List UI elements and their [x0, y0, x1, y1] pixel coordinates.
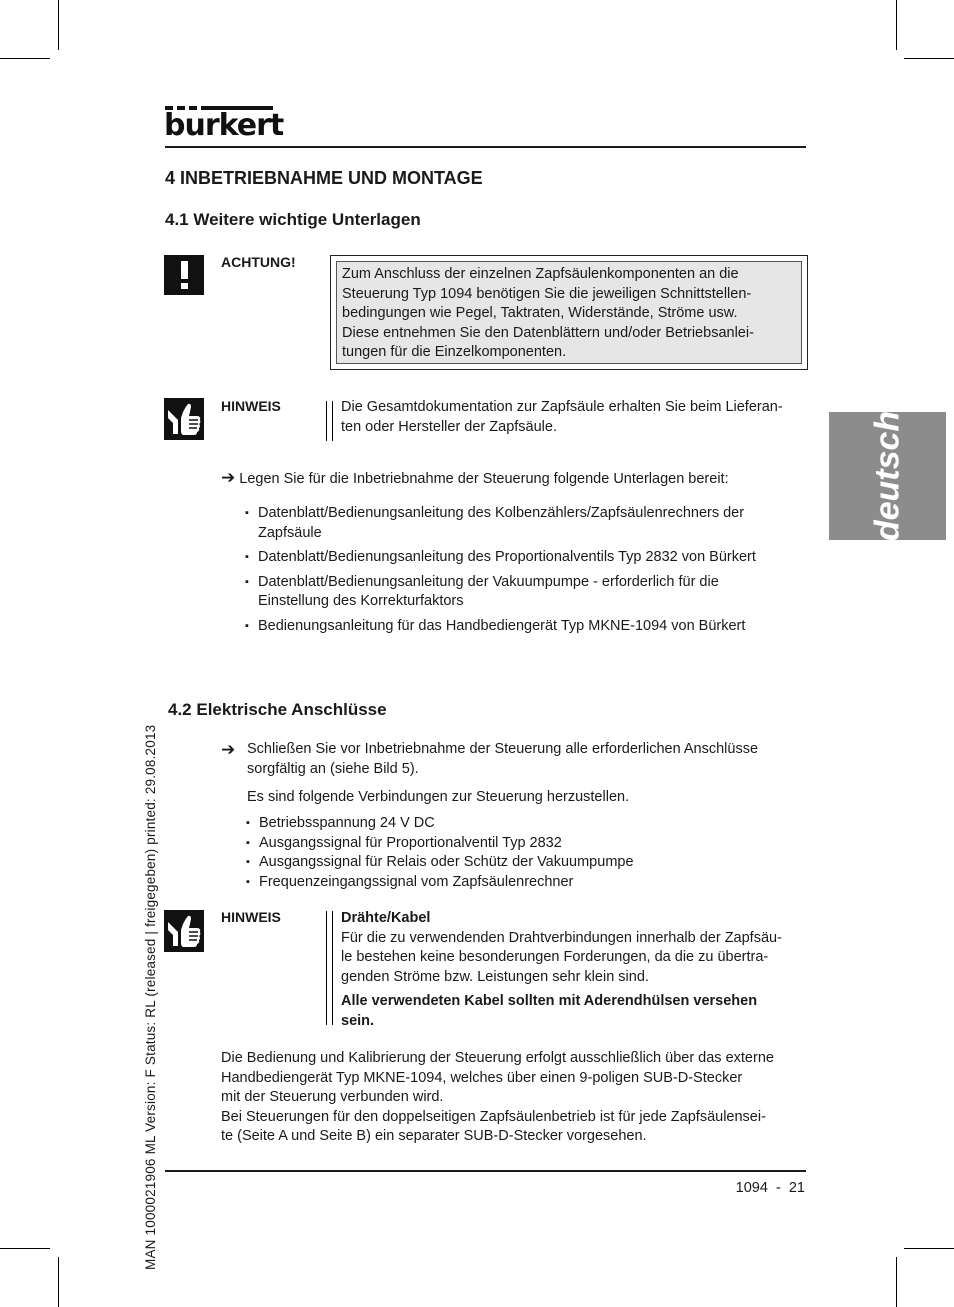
hinweis-line: ten oder Hersteller der Zapfsäule. — [341, 418, 557, 435]
list-item: ▪ Betriebsspannung 24 V DC — [246, 814, 806, 834]
crop-mark — [896, 1257, 897, 1307]
list-item-line: Einstellung des Korrekturfaktors — [258, 593, 464, 609]
crop-mark — [0, 58, 50, 59]
footer-rule — [165, 1170, 806, 1172]
list-item-line: Zapfsäule — [258, 524, 322, 541]
hinweis-text — [341, 398, 811, 437]
hinweis-label: HINWEIS — [221, 909, 281, 925]
list-item — [245, 548, 805, 568]
language-tab-label: deutsch — [868, 410, 906, 542]
list-item: ▪ Frequenzeingangssignal vom Zapfsäulenrechner — [246, 873, 806, 893]
thumbs-up-hand-icon — [164, 910, 204, 952]
list-item: ▪ Ausgangssignal für Relais oder Schütz der Vakuumpumpe — [246, 853, 806, 873]
list-item-line: ▪ Datenblatt/Bedienungsanleitung des Proportionalventils Typ 2832 von Bürkert — [258, 549, 756, 565]
thumbs-up-hand-icon — [164, 398, 204, 440]
hinweis-text — [341, 909, 811, 1031]
achtung-line: Zum Anschluss der einzelnen Zapfsäulenkomponenten an die — [342, 266, 739, 282]
closing-paragraph — [221, 1049, 811, 1147]
arrow-right-icon: ➔ — [221, 740, 236, 759]
hinweis-bold-line: sein. — [341, 1012, 375, 1029]
page-number: 1094 - 21 — [735, 1180, 805, 1196]
crop-mark — [58, 1257, 59, 1307]
document-meta-sidebar: MAN 1000021906 ML Version: F Status: RL (released | freigegeben) printed: 29.08.2013 — [143, 724, 158, 1270]
crop-mark — [0, 1248, 50, 1249]
crop-mark — [896, 0, 897, 50]
paragraph-line: Bei Steuerungen für den doppelseitigen Zapfsäulenbetrieb ist für jede Zapfsäulensei- — [221, 1108, 766, 1125]
achtung-line: Diese entnehmen Sie den Datenblättern und/oder Betriebsanlei- — [342, 324, 754, 341]
subsection-title-4-1: 4.1 Weitere wichtige Unterlagen — [165, 210, 421, 229]
hinweis-bar — [326, 401, 333, 441]
instruction-text: Legen Sie für die Inbetriebnahme der Steuerung folgende Unterlagen bereit: — [239, 471, 729, 487]
list-item — [245, 504, 805, 543]
instruction-step — [221, 468, 729, 490]
achtung-box-inner — [336, 261, 802, 364]
crop-mark — [904, 1248, 954, 1249]
achtung-box — [330, 255, 808, 370]
thumbs-up-hand-icon — [164, 910, 204, 952]
instruction-line: sorgfältig an (siehe Bild 5). — [247, 760, 419, 777]
instruction-line: Schließen Sie vor Inbetriebnahme der Steuerung alle erforderlichen Anschlüsse — [247, 741, 759, 757]
burkert-logo — [164, 106, 284, 143]
hinweis-bar — [326, 911, 333, 1025]
hinweis-line: Die Gesamtdokumentation zur Zapfsäule erhalten Sie beim Lieferan- — [341, 399, 783, 415]
hinweis-line: Für die zu verwendenden Drahtverbindungen innerhalb der Zapfsäu- — [341, 929, 782, 946]
hinweis-line: genden Ströme bzw. Leistungen sehr klein sind. — [341, 968, 649, 985]
thumbs-up-hand-icon — [164, 398, 204, 440]
language-tab — [829, 412, 946, 540]
list-item: ▪ Ausgangssignal für Proportionalventil Typ 2832 — [246, 834, 806, 854]
connections-intro: Es sind folgende Verbindungen zur Steuerung herzustellen. — [247, 789, 630, 805]
list-item-line: ▪ Datenblatt/Bedienungsanleitung der Vakuumpumpe - erforderlich für die — [258, 573, 719, 590]
connections-list — [246, 814, 806, 892]
achtung-label: ACHTUNG! — [221, 254, 296, 270]
achtung-line: bedingungen wie Pegel, Taktraten, Widerstände, Ströme usw. — [342, 305, 738, 321]
section-title: 4 INBETRIEBNAHME UND MONTAGE — [165, 168, 483, 188]
list-item — [245, 617, 805, 637]
crop-mark — [904, 58, 954, 59]
header-rule — [165, 146, 806, 148]
paragraph-line: Handbediengerät Typ MKNE-1094, welches über einen 9-poligen SUB-D-Stecker — [221, 1069, 743, 1086]
paragraph-line: te (Seite A und Seite B) ein separater SUB-D-Stecker vorgesehen. — [221, 1128, 647, 1144]
achtung-line: Steuerung Typ 1094 benötigen Sie die jeweiligen Schnittstellen- — [342, 285, 752, 302]
list-item-line: ▪ Datenblatt/Bedienungsanleitung des Kolbenzählers/Zapfsäulenrechners der — [258, 505, 745, 521]
crop-mark — [58, 0, 59, 50]
hinweis-label: HINWEIS — [221, 398, 281, 414]
hinweis-bold-line: Alle verwendeten Kabel sollten mit Aderendhülsen versehen — [341, 993, 758, 1009]
arrow-right-icon: ➔ — [221, 468, 236, 487]
achtung-line: tungen für die Einzelkomponenten. — [342, 344, 567, 360]
exclamation-icon — [164, 255, 204, 295]
paragraph-line: mit der Steuerung verbunden wird. — [221, 1089, 444, 1105]
hinweis-heading: Drähte/Kabel — [341, 910, 431, 926]
list-item-line: ▪ Bedienungsanleitung für das Handbediengerät Typ MKNE-1094 von Bürkert — [258, 617, 746, 634]
paragraph-line: Die Bedienung und Kalibrierung der Steuerung erfolgt ausschließlich über das externe — [221, 1050, 774, 1066]
logo-wordmark: burkert — [164, 108, 284, 143]
documents-list — [245, 504, 805, 636]
instruction-step — [221, 740, 811, 779]
list-item — [245, 573, 805, 612]
hinweis-line: le bestehen keine besonderungen Forderungen, da die zu übertra- — [341, 949, 769, 965]
subsection-title-4-2: 4.2 Elektrische Anschlüsse — [168, 700, 387, 719]
